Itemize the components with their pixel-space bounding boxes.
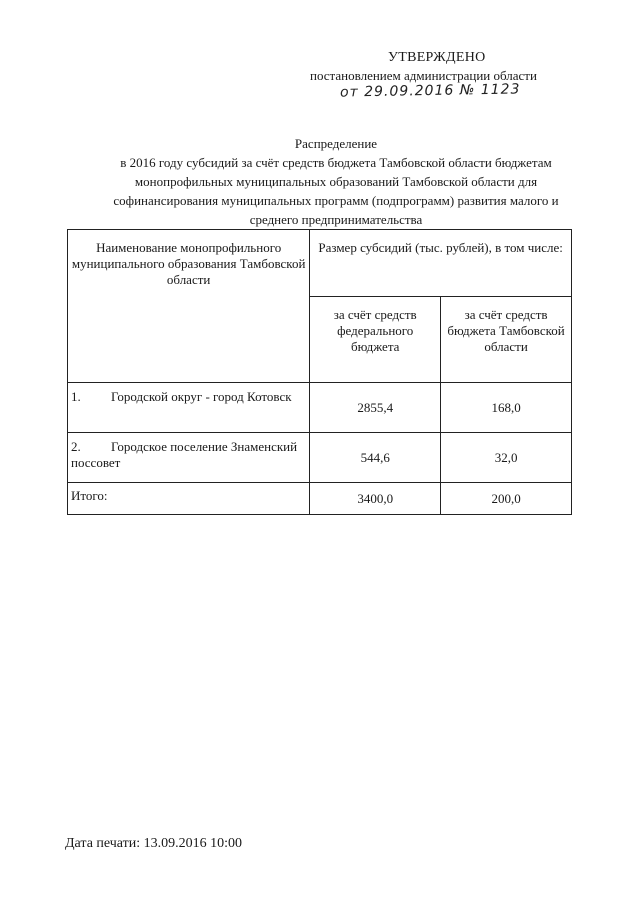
- header-municipality: Наименование монопрофильного муниципального образования Тамбовской области: [68, 230, 310, 383]
- row-number: 1.: [71, 389, 81, 404]
- row-municipality: [68, 383, 310, 433]
- table-row: [68, 433, 572, 483]
- title-line-2: в 2016 году субсидий за счёт средств бюджета Тамбовской области бюджетам: [120, 155, 552, 170]
- row-regional-value: 168,0: [441, 383, 572, 433]
- title-line-3: монопрофильных муниципальных образований Тамбовской области для: [134, 174, 538, 189]
- row-number: 2.: [71, 439, 81, 454]
- title-line-4: софинансирования муниципальных программ (подпрограмм) развития малого и: [113, 193, 559, 208]
- table-header-row: [68, 230, 572, 297]
- row-federal-value: 2855,4: [310, 383, 441, 433]
- row-name: Городское поселение Знаменский поссовет: [71, 439, 298, 470]
- approval-handwritten-date: от 29.09.2016 № 1123: [339, 81, 521, 101]
- row-municipality: [68, 433, 310, 483]
- row-name: Городской округ - город Котовск: [111, 389, 292, 404]
- header-regional-budget: за счёт средств бюджета Тамбовской области: [441, 296, 572, 382]
- header-federal-budget: за счёт средств федерального бюджета: [310, 296, 441, 382]
- document-title: [40, 134, 640, 229]
- total-label: Итого:: [68, 483, 310, 515]
- table-row: [68, 383, 572, 433]
- title-line-5: среднего предпринимательства: [249, 212, 423, 227]
- table-total-row: [68, 483, 572, 515]
- total-federal-value: 3400,0: [310, 483, 441, 515]
- approval-decree-line: постановлением администрации области: [310, 68, 537, 83]
- print-date: Дата печати: 13.09.2016 10:00: [65, 836, 243, 851]
- row-regional-value: 32,0: [441, 433, 572, 483]
- approval-title: УТВЕРЖДЕНО: [388, 50, 486, 65]
- subsidy-table: [67, 229, 572, 515]
- title-line-1: Распределение: [294, 136, 378, 151]
- total-regional-value: 200,0: [441, 483, 572, 515]
- row-federal-value: 544,6: [310, 433, 441, 483]
- header-subsidy-total: Размер субсидий (тыс. рублей), в том числе:: [310, 230, 572, 297]
